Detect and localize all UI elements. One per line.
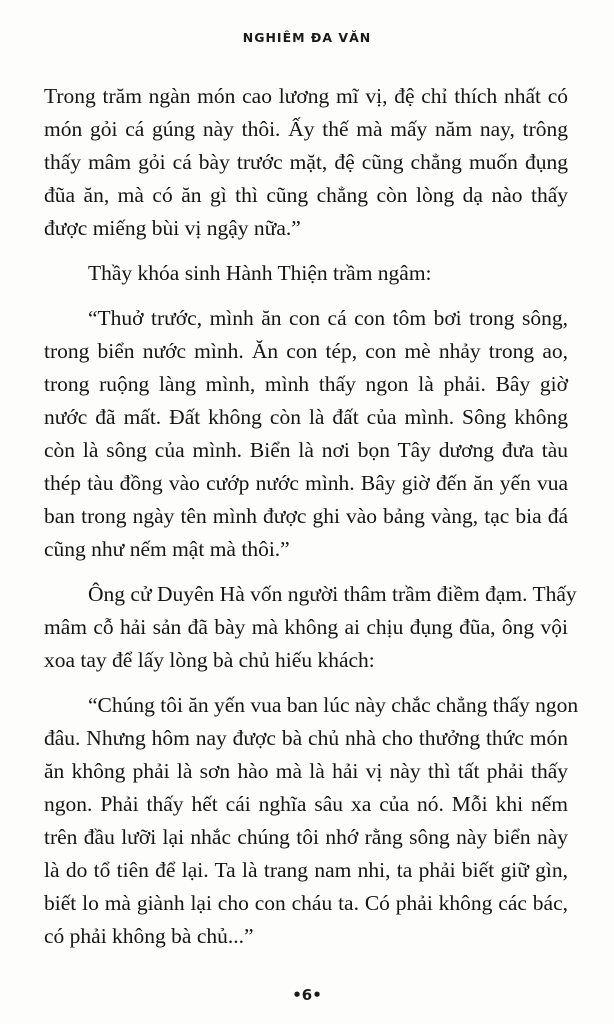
- text-line: trên đầu lưỡi lại nhắc chúng tôi nhớ rằng sông này biển này: [44, 825, 568, 849]
- text-line: biết lo mà giành lại cho con cháu ta. Có phải không các bác,: [44, 891, 568, 915]
- text-line: “Chúng tôi ăn yến vua ban lúc này chắc chẳng thấy ngon: [88, 693, 579, 717]
- text-line: Ông cử Duyên Hà vốn người thâm trầm điềm đạm. Thấy: [88, 582, 577, 606]
- text-line: cũng như nếm mật mà thôi.”: [44, 537, 290, 561]
- paragraph: [44, 302, 568, 566]
- text-line: món gỏi cá gúng này thôi. Ấy thế mà mấy năm nay, trông: [44, 117, 568, 141]
- text-line: ngon. Phải thấy hết cái nghĩa sâu xa của nó. Mỗi khi nếm: [44, 792, 568, 816]
- text-line: thấy mâm gỏi cá bày trước mặt, đệ cũng chẳng muốn đụng: [44, 150, 568, 174]
- text-line: trong ruộng làng mình, mình thấy ngon là phải. Bây giờ: [44, 372, 568, 396]
- text-line: xoa tay để lấy lòng bà chủ hiếu khách:: [44, 648, 375, 672]
- paragraph: [44, 257, 568, 290]
- text-line: trong biển nước mình. Ăn con tép, con mè nhảy trong ao,: [44, 339, 568, 363]
- text-line: Thầy khóa sinh Hành Thiện trầm ngâm:: [88, 261, 432, 285]
- text-line: còn là sông của mình. Biển là nơi bọn Tây dương đưa tàu: [44, 438, 568, 462]
- text-line: thép tàu đồng vào cướp nước mình. Bây giờ đến ăn yến vua: [44, 471, 568, 495]
- text-line: là do tổ tiên để lại. Ta là trang nam nhi, ta phải biết giữ gìn,: [44, 858, 568, 882]
- running-header: NGHIÊM ĐA VĂN: [242, 30, 372, 45]
- paragraph: [44, 689, 579, 953]
- text-line: Trong trăm ngàn món cao lương mĩ vị, đệ chỉ thích nhất có: [44, 84, 568, 108]
- text-line: có phải không bà chủ...”: [44, 924, 254, 948]
- text-line: được miếng bùi vị ngậy nữa.”: [44, 216, 301, 240]
- text-line: ban trong ngày tên mình được ghi vào bảng vàng, tạc bia đá: [44, 504, 568, 528]
- text-line: nước đã mất. Đất không còn là đất của mình. Sông không: [44, 405, 568, 429]
- text-line: mâm cỗ hải sản đã bày mà không ai chịu đụng đũa, ông vội: [44, 615, 568, 639]
- text-line: ăn không phải là sơn hào mà là hải vị này thì tất phải thấy: [44, 759, 568, 783]
- body-text: [44, 80, 579, 965]
- page-number: •6•: [292, 986, 322, 1004]
- text-line: đâu. Nhưng hôm nay được bà chủ nhà cho thưởng thức món: [44, 726, 568, 750]
- paragraph: [44, 80, 568, 245]
- text-line: đũa ăn, mà có ăn gì thì cũng chẳng còn lòng dạ nào thấy: [44, 183, 568, 207]
- paragraph: [44, 578, 577, 677]
- text-line: “Thuở trước, mình ăn con cá con tôm bơi trong sông,: [88, 306, 568, 330]
